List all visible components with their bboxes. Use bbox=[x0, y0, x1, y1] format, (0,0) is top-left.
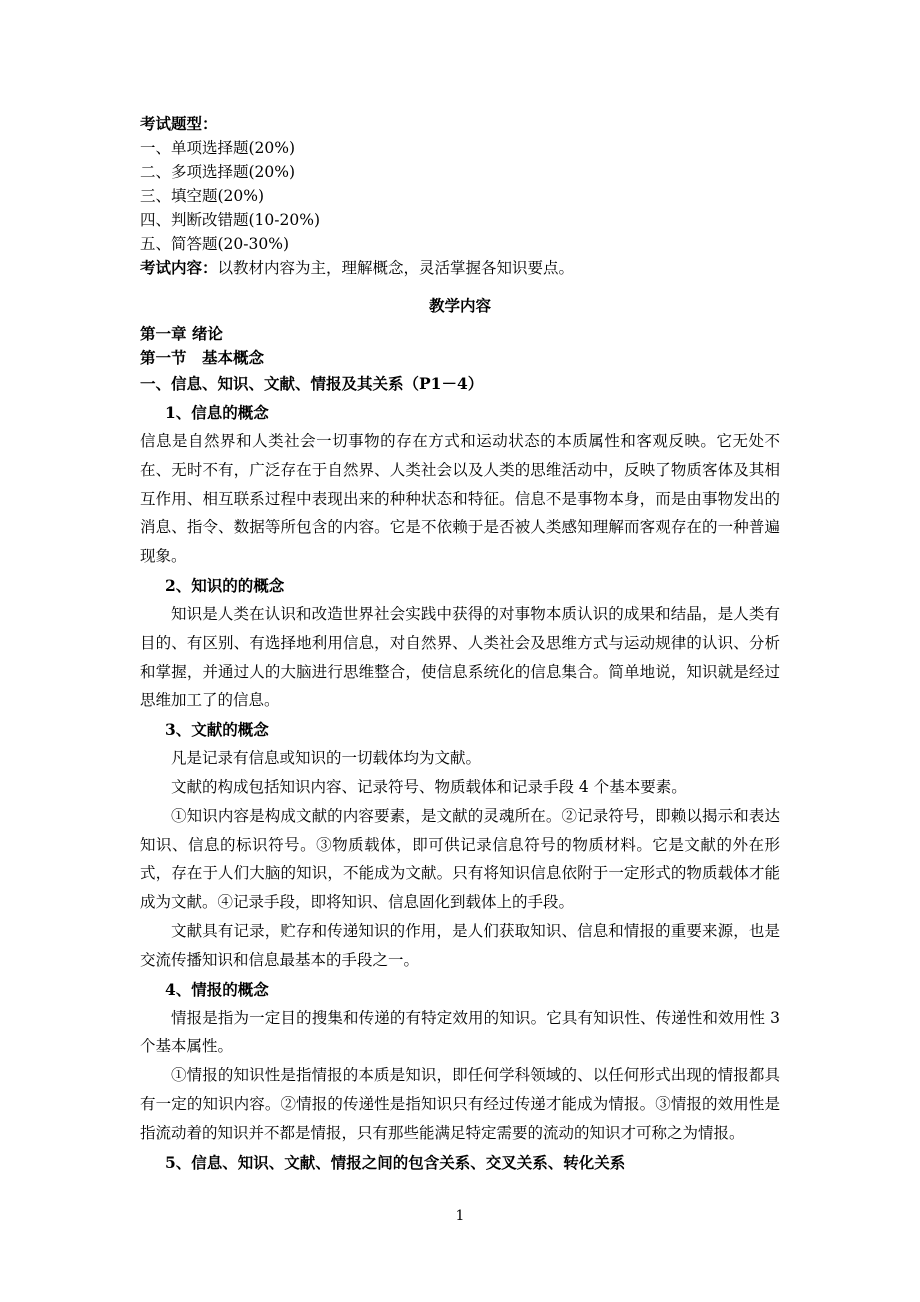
subheading-intelligence: 4、情报的概念 bbox=[165, 979, 269, 999]
subheading-knowledge: 2、知识的的概念 bbox=[165, 575, 285, 595]
subheading-document: 3、文献的概念 bbox=[165, 720, 269, 740]
paragraph-intelligence-1: 情报是指为一定目的搜集和传递的有特定效用的知识。它具有知识性、传递性和效用性 3 个基本属性。 bbox=[140, 1008, 780, 1056]
exam-type-item: 三、填空题(20%) bbox=[140, 187, 265, 205]
exam-type-item: 二、多项选择题(20%) bbox=[140, 163, 296, 181]
exam-content-line bbox=[140, 256, 780, 280]
exam-type-item: 四、判断改错题(10-20%) bbox=[140, 211, 321, 229]
exam-type-item: 五、简答题(20-30%) bbox=[140, 235, 290, 253]
paragraph-information: 信息是自然界和人类社会一切事物的存在方式和运动状态的本质属性和客观反映。它无处不在、无时不有，广泛存在于自然界、人类社会以及人类的思维活动中，反映了物质客体及其相互作用、相互联系过程中表现出来的种种状态和特征。信息不是事物本身，而是由事物发出的消息、指令、数据等所包含的内容。它是不依赖于是否被人类感知理解而客观存在的一种普遍现象。 bbox=[140, 432, 780, 566]
paragraph-document-3: ①知识内容是构成文献的内容要素，是文献的灵魂所在。②记录符号，即赖以揭示和表达知识、信息的标识符号。③物质载体，即可供记录信息符号的物质材料。它是文献的外在形式，存在于人们大脑的知识，不能成为文献。只有将知识信息依附于一定形式的物质载体才能成为文献。④记录手段，即将知识、信息固化到载体上的手段。 bbox=[140, 806, 780, 912]
chapter-heading: 第一章 绪论 bbox=[140, 324, 223, 343]
topic-heading: 一、信息、知识、文献、情报及其关系（P1－4） bbox=[140, 374, 484, 393]
exam-type-item: 一、单项选择题(20%) bbox=[140, 139, 296, 157]
exam-content-text: 以教材内容为主，理解概念，灵活掌握各知识要点。 bbox=[217, 259, 575, 277]
exam-content-label: 考试内容： bbox=[140, 258, 218, 277]
page-number: 1 bbox=[455, 1208, 465, 1224]
paragraph-intelligence-2: ①情报的知识性是指情报的本质是知识，即任何学科领域的、以任何形式出现的情报都具有一定的知识内容。②情报的传递性是指知识只有经过传递才能成为情报。③情报的效用性是指流动着的知识并不都是情报，只有那些能满足特定需要的流动的知识才可称之为情报。 bbox=[140, 1066, 780, 1142]
subheading-relations: 5、信息、知识、文献、情报之间的包含关系、交叉关系、转化关系 bbox=[165, 1152, 626, 1172]
subheading-information: 1、信息的概念 bbox=[165, 403, 269, 422]
teaching-content-title: 教学内容 bbox=[428, 296, 491, 315]
exam-types-title: 考试题型： bbox=[140, 114, 218, 133]
paragraph-document-1: 凡是记录有信息或知识的一切载体均为文献。 bbox=[171, 749, 482, 768]
paragraph-knowledge: 知识是人类在认识和改造世界社会实践中获得的对事物本质认识的成果和结晶，是人类有目的、有区别、有选择地利用信息，对自然界、人类社会及思维方式与运动规律的认识、分析和掌握，并通过人的大脑进行思维整合，使信息系统化的信息集合。简单地说，知识就是经过思维加工了的信息。 bbox=[140, 604, 780, 710]
page-content bbox=[140, 112, 780, 1177]
paragraph-document-4: 文献具有记录，贮存和传递知识的作用，是人们获取知识、信息和情报的重要来源，也是交流传播知识和信息最基本的手段之一。 bbox=[140, 921, 780, 969]
section-heading: 第一节 基本概念 bbox=[140, 348, 265, 367]
paragraph-document-2: 文献的构成包括知识内容、记录符号、物质载体和记录手段 4 个基本要素。 bbox=[171, 777, 687, 796]
